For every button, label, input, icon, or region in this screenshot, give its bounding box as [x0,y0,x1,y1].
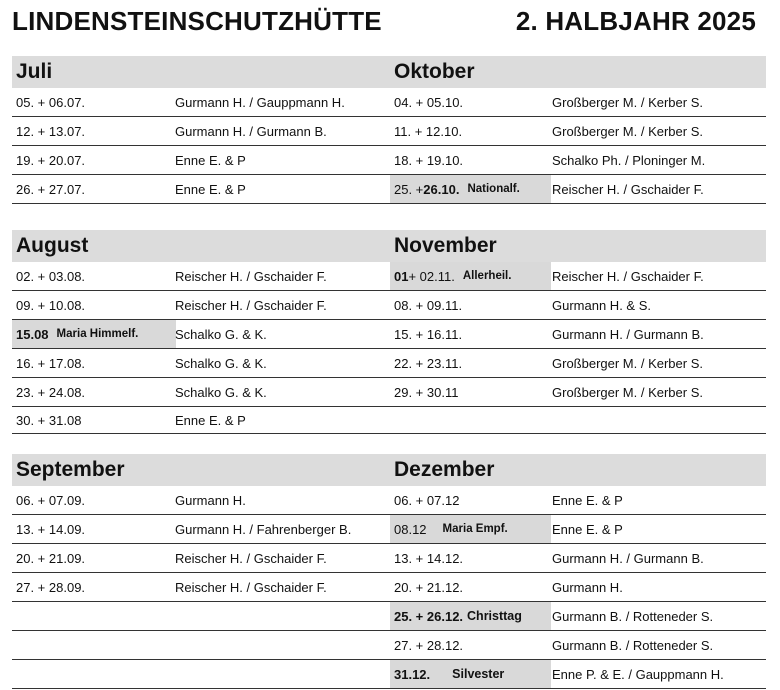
date-cell: 08. + 09.11. [394,297,463,313]
month-label-oktober: Oktober [394,60,475,83]
holiday-note: Maria Himmelf. [56,328,139,340]
duty-cell: Gurmann B. / Rotteneder S. [552,608,714,624]
duty-cell [171,602,389,630]
page-title: LINDENSTEINSCHUTZHÜTTE [12,6,382,36]
duty-cell: Reischer H. / Gschaider F. [175,579,327,595]
duty-cell: Gurmann H. / Gurmann B. [552,550,704,566]
table-row [12,486,766,515]
month-label-dezember: Dezember [394,458,495,481]
duty-cell: Enne E. & P [175,152,246,168]
holiday-note: Allerheil. [462,270,512,282]
duty-cell [171,660,389,688]
date-cell: 12. + 13.07. [16,123,86,139]
date-part-bold: 25. + 26.12. [394,608,464,624]
date-cell: 11. + 12.10. [394,123,463,139]
date-part: 25. + [394,181,424,197]
table-row [12,262,766,291]
month-label-august: August [16,234,89,257]
date-cell: 06. + 07.12 [394,492,460,508]
duty-cell: Gurmann H. [175,492,246,508]
duty-cell: Enne P. & E. / Gauppmann H. [552,666,724,682]
holiday-note: Christtag [467,609,522,623]
table-row [12,146,766,175]
date-part: + 02.11. [408,268,455,284]
duty-cell: Schalko G. & K. [175,355,267,371]
month-header [12,56,766,88]
schedule-block-september-dezember [12,454,766,689]
duty-cell: Enne E. & P [552,521,623,537]
date-cell: 30. + 31.08 [16,412,82,428]
table-row [12,407,766,434]
duty-cell: Gurmann H. & S. [552,297,651,313]
table-row [12,573,766,602]
table-row [12,175,766,204]
table-row [12,602,766,631]
date-part: 08.12 [394,521,427,537]
duty-cell: Großberger M. / Kerber S. [552,94,703,110]
date-cell [12,602,176,630]
duty-cell: Enne E. & P [175,412,246,428]
duty-cell: Gurmann H. [552,579,623,595]
date-cell: 29. + 30.11 [394,384,459,400]
holiday-date-cell [390,175,551,203]
date-cell: 20. + 21.12. [394,579,464,595]
duty-cell [171,631,389,659]
date-cell: 02. + 03.08. [16,268,86,284]
table-row [12,544,766,573]
duty-cell: Großberger M. / Kerber S. [552,123,703,139]
duty-cell: Reischer H. / Gschaider F. [552,268,704,284]
date-part-bold: 31.12. [394,666,431,682]
date-cell: 27. + 28.12. [394,637,464,653]
duty-cell: Schalko Ph. / Ploninger M. [552,152,706,168]
date-cell: 06. + 07.09. [16,492,86,508]
date-cell: 26. + 27.07. [16,181,86,197]
schedule-block-august-november [12,230,766,434]
table-row [12,631,766,660]
holiday-note: Maria Empf. [442,523,508,535]
date-cell: 23. + 24.08. [16,384,86,400]
month-label-juli: Juli [16,60,53,83]
date-cell: 27. + 28.09. [16,579,86,595]
holiday-date-cell [390,515,551,543]
duty-cell: Enne E. & P [552,492,623,508]
duty-cell: Schalko G. & K. [175,384,267,400]
duty-cell: Reischer H. / Gschaider F. [175,297,327,313]
table-row [12,320,766,349]
month-header [12,230,766,262]
table-row [12,88,766,117]
date-cell: 09. + 10.08. [16,297,86,313]
duty-cell: Reischer H. / Gschaider F. [552,181,704,197]
month-label-november: November [394,234,497,257]
page-header [12,4,756,40]
holiday-date-cell [390,262,551,290]
date-cell [12,631,176,659]
duty-cell: Reischer H. / Gschaider F. [175,550,327,566]
table-row [12,349,766,378]
duty-cell: Gurmann H. / Gurmann B. [552,326,704,342]
holiday-date-cell [390,660,551,688]
holiday-date-cell [390,602,551,630]
date-cell: 05. + 06.07. [16,94,86,110]
month-label-september: September [16,458,125,481]
period-title: 2. HALBJAHR 2025 [515,6,756,36]
date-part-bold: 26.10. [423,181,460,197]
date-cell: 18. + 19.10. [394,152,464,168]
date-cell: 13. + 14.09. [16,521,86,537]
duty-cell: Gurmann B. / Rotteneder S. [552,637,714,653]
table-row [12,291,766,320]
table-row [12,660,766,689]
date-cell: 16. + 17.08. [16,355,86,371]
duty-cell: Gurmann H. / Gurmann B. [175,123,327,139]
date-cell: 04. + 05.10. [394,94,464,110]
date-cell: 13. + 14.12. [394,550,464,566]
date-cell: 15. + 16.11. [394,326,463,342]
duty-cell: Enne E. & P [175,181,246,197]
duty-cell: Schalko G. & K. [175,326,267,342]
duty-cell: Reischer H. / Gschaider F. [175,268,327,284]
duty-cell [548,407,766,433]
table-row [12,378,766,407]
holiday-note: Silvester [452,667,505,681]
table-row [12,515,766,544]
date-cell [390,407,551,433]
holiday-date-cell [12,320,176,348]
month-header [12,454,766,486]
table-row [12,117,766,146]
duty-cell: Gurmann H. / Fahrenberger B. [175,521,352,537]
date-cell: 22. + 23.11. [394,355,463,371]
schedule-block-juli-oktober [12,56,766,204]
date-part-bold: 01 [394,268,409,284]
date-cell: 19. + 20.07. [16,152,86,168]
date-cell [12,660,176,688]
date-cell: 20. + 21.09. [16,550,86,566]
duty-cell: Großberger M. / Kerber S. [552,384,703,400]
duty-cell: Gurmann H. / Gauppmann H. [175,94,345,110]
holiday-note: Nationalf. [467,183,520,195]
duty-cell: Großberger M. / Kerber S. [552,355,703,371]
date-part-bold: 15.08 [16,326,49,342]
